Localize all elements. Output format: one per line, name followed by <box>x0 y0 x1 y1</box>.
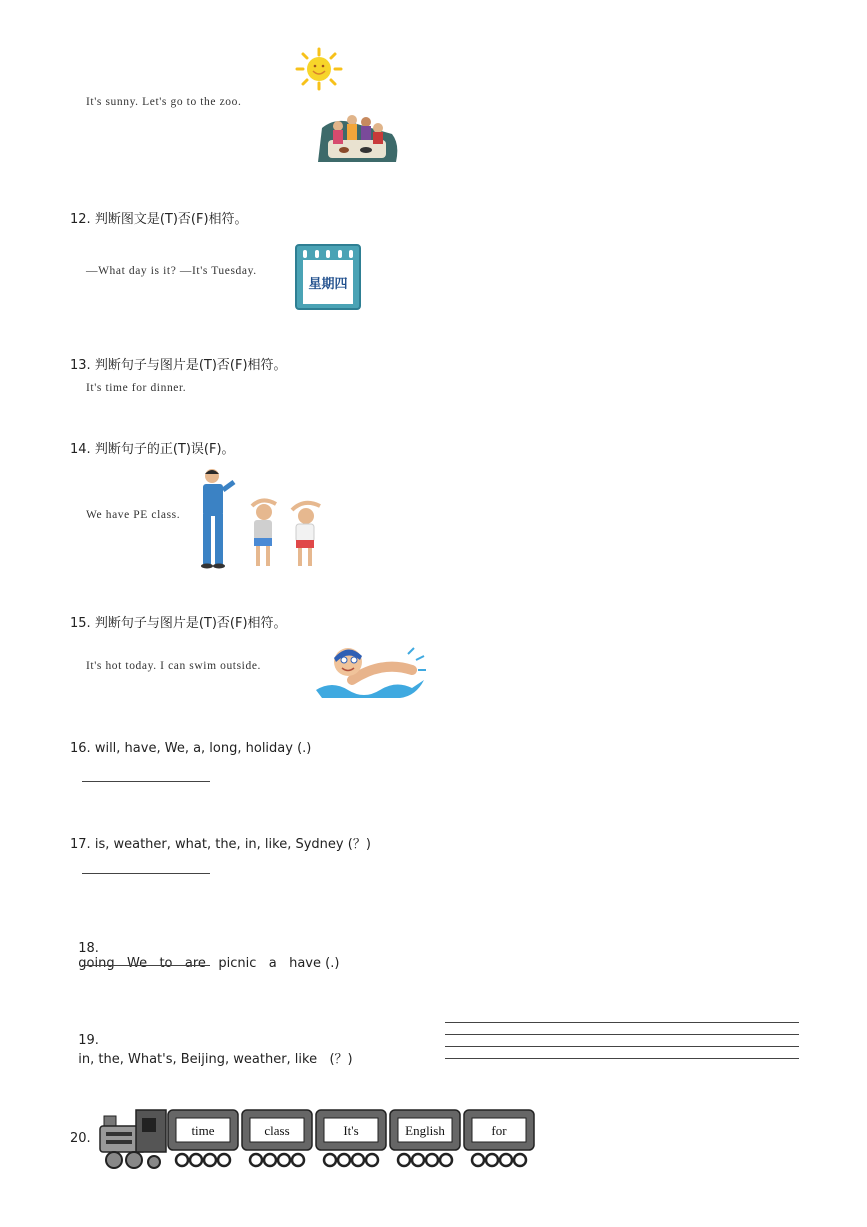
item15-sentence: It's hot today. I can swim outside. <box>86 660 261 672</box>
wagon-wheel <box>278 1154 290 1166</box>
wagon-wheel <box>324 1154 336 1166</box>
wagon-wheel <box>204 1154 216 1166</box>
item13-sentence: It's time for dinner. <box>86 382 187 394</box>
calendar-day-label: 星期四 <box>303 260 353 304</box>
wagon-wheel <box>218 1154 230 1166</box>
item17-number: 17. <box>70 837 91 852</box>
item19-number: 19. <box>78 1033 99 1048</box>
item12-question <box>70 208 248 227</box>
item16-answer-line[interactable] <box>82 781 210 782</box>
item12-number: 12. <box>70 212 91 227</box>
pe-class-picture <box>192 466 334 570</box>
wagon-wheel <box>514 1154 526 1166</box>
item15-instruction: 判断句子与图片是(T)否(F)相符。 <box>94 616 287 631</box>
item17-answer-line[interactable] <box>82 873 210 874</box>
train-wagon <box>242 1110 312 1166</box>
item12-instruction: 判断图文是(T)否(F)相符。 <box>94 212 248 227</box>
item14-number: 14. <box>70 442 91 457</box>
train-word: It's <box>343 1123 359 1138</box>
wagon-wheel <box>500 1154 512 1166</box>
item11-sentence: It's sunny. Let's go to the zoo. <box>86 96 242 108</box>
wagon-wheel <box>398 1154 410 1166</box>
wagon-wheel <box>250 1154 262 1166</box>
item16-number: 16. <box>70 741 91 756</box>
wagon-wheel <box>352 1154 364 1166</box>
wagon-wheel <box>366 1154 378 1166</box>
item13-instruction: 判断句子与图片是(T)否(F)相符。 <box>94 358 287 373</box>
item15-question <box>70 612 287 631</box>
train-word: for <box>491 1123 507 1138</box>
wagon-wheel <box>472 1154 484 1166</box>
item16-question <box>70 741 311 756</box>
item19-question <box>70 1018 353 1067</box>
train-word: class <box>264 1123 290 1138</box>
wagon-wheel <box>190 1154 202 1166</box>
train-wagon <box>168 1110 238 1166</box>
wagon-wheel <box>338 1154 350 1166</box>
wagon-wheel <box>426 1154 438 1166</box>
train-word: English <box>405 1123 445 1138</box>
item18-words: going We to are picnic a have (.) <box>78 956 340 971</box>
train-word: time <box>191 1123 215 1138</box>
item18-answer-line[interactable] <box>82 965 210 966</box>
word-train <box>94 1106 540 1172</box>
train-wagon <box>390 1110 460 1166</box>
train-wagon <box>316 1110 386 1166</box>
train-locomotive-icon <box>100 1110 166 1168</box>
item19-words: in, the, What's, Beijing, weather, like (？) <box>78 1052 353 1067</box>
wagon-wheel <box>486 1154 498 1166</box>
item13-question <box>70 354 287 373</box>
sun-icon <box>292 46 346 92</box>
item19-writing-lines[interactable] <box>445 1022 799 1059</box>
item18-number: 18. <box>78 941 99 956</box>
wagon-wheel <box>176 1154 188 1166</box>
wagon-wheel <box>264 1154 276 1166</box>
item14-sentence: We have PE class. <box>86 509 181 521</box>
wagon-wheel <box>292 1154 304 1166</box>
wagon-wheel <box>440 1154 452 1166</box>
item20-number: 20. <box>70 1131 91 1146</box>
item14-question <box>70 438 235 457</box>
wagon-wheel <box>412 1154 424 1166</box>
calendar-icon <box>295 244 361 310</box>
item12-sentence: —What day is it? —It's Tuesday. <box>86 265 257 277</box>
item16-words: will, have, We, a, long, holiday (.) <box>94 741 312 756</box>
item14-instruction: 判断句子的正(T)误(F)。 <box>94 442 235 457</box>
item17-words: is, weather, what, the, in, like, Sydney (？) <box>94 837 371 852</box>
item13-number: 13. <box>70 358 91 373</box>
picnic-family-picture <box>314 110 400 166</box>
item17-question <box>70 833 371 852</box>
swimming-boy-picture <box>312 640 428 700</box>
item15-number: 15. <box>70 616 91 631</box>
train-wagon <box>464 1110 534 1166</box>
